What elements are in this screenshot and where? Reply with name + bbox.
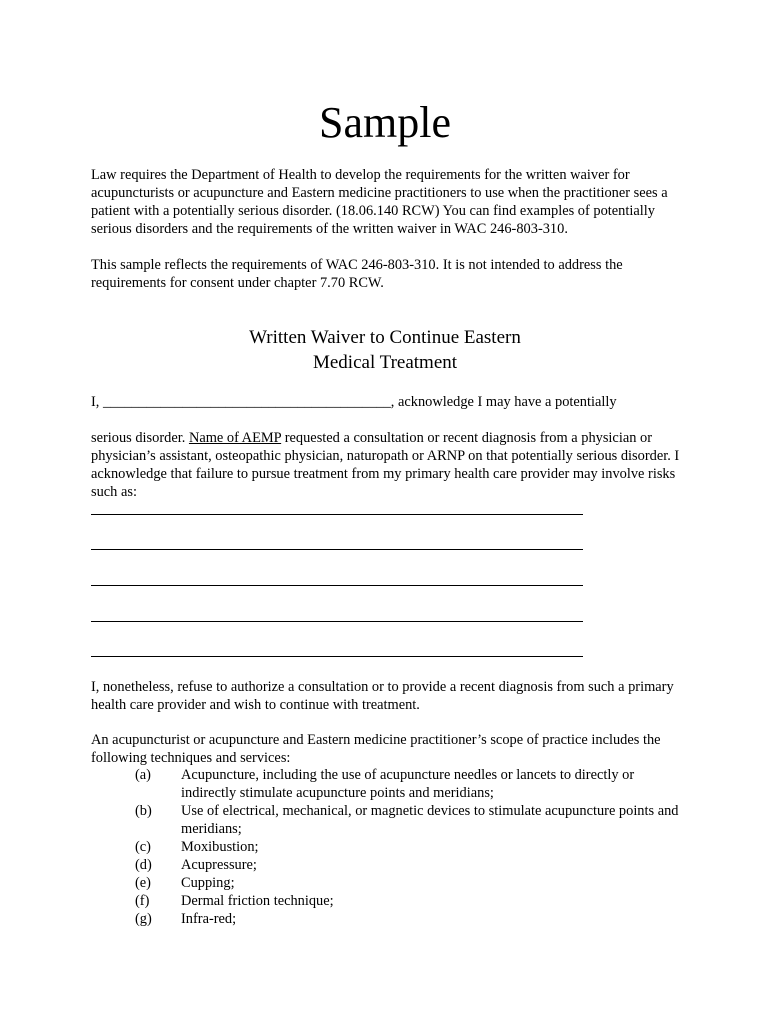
list-item <box>91 892 691 910</box>
list-item-text: Infra-red; <box>181 911 237 927</box>
waiver-heading-line-2: Medical Treatment <box>312 352 458 373</box>
list-item <box>91 874 691 892</box>
list-item-text: Dermal friction technique; <box>181 893 334 909</box>
list-item-text: Use of electrical, mechanical, or magnetic devices to stimulate acupuncture points and meridians; <box>181 803 679 837</box>
list-item <box>91 802 691 838</box>
list-item-text: Cupping; <box>181 875 235 891</box>
disorder-paragraph <box>91 429 691 501</box>
list-item <box>91 856 691 874</box>
acknowledge-line: I, ________________________________________, acknowledge I may have a potentially <box>91 394 617 410</box>
scope-intro: An acupuncturist or acupuncture and Eastern medicine practitioner’s scope of practice includes the following techniques and services: <box>91 732 661 766</box>
services-list <box>91 766 691 928</box>
risk-line-5 <box>91 656 583 657</box>
risk-line-3 <box>91 585 583 586</box>
risk-line-1 <box>91 514 583 515</box>
waiver-heading <box>0 325 770 375</box>
aemp-name-field: Name of AEMP <box>188 430 282 446</box>
list-item <box>91 910 691 928</box>
list-item-label: (f) <box>135 893 150 909</box>
list-item-text: Moxibustion; <box>181 839 259 855</box>
list-item-label: (a) <box>135 767 151 783</box>
disorder-start: serious disorder. <box>91 430 189 446</box>
list-item <box>91 838 691 856</box>
list-item-label: (g) <box>135 911 152 927</box>
page-title: Sample <box>319 98 451 147</box>
refuse-paragraph: I, nonetheless, refuse to authorize a consultation or to provide a recent diagnosis from such a primary health care provider and wish to continue with treatment. <box>91 679 674 713</box>
list-item-label: (b) <box>135 803 152 819</box>
intro-paragraph-1: Law requires the Department of Health to develop the requirements for the written waiver for acupuncturists or acupuncture and Eastern medicine practitioners to use when the practitioner sees a patient with a potentially serious disorder. (18.06.140 RCW) You can find examples of potentially serious disorders and the requirements of the written waiver in WAC 246-803-310. <box>91 167 668 237</box>
risk-line-2 <box>91 549 583 550</box>
waiver-heading-line-1: Written Waiver to Continue Eastern <box>249 327 521 348</box>
list-item-text: Acupuncture, including the use of acupuncture needles or lancets to directly or indirectly stimulate acupuncture points and meridians; <box>181 767 635 801</box>
list-item-label: (e) <box>135 875 151 891</box>
intro-paragraph-2: This sample reflects the requirements of WAC 246-803-310. It is not intended to address the requirements for consent under chapter 7.70 RCW. <box>91 257 623 291</box>
list-item <box>91 766 691 802</box>
risk-line-4 <box>91 621 583 622</box>
list-item-text: Acupressure; <box>181 857 257 873</box>
list-item-label: (d) <box>135 857 152 873</box>
disorder-rest: requested a consultation or recent diagnosis from a physician or physician’s assistant, osteopathic physician, naturopath or ARNP on that potentially serious disorder. I acknowledge that failure to pursue treatment from my primary health care provider may involve risks such as: <box>91 430 680 500</box>
list-item-label: (c) <box>135 839 151 855</box>
